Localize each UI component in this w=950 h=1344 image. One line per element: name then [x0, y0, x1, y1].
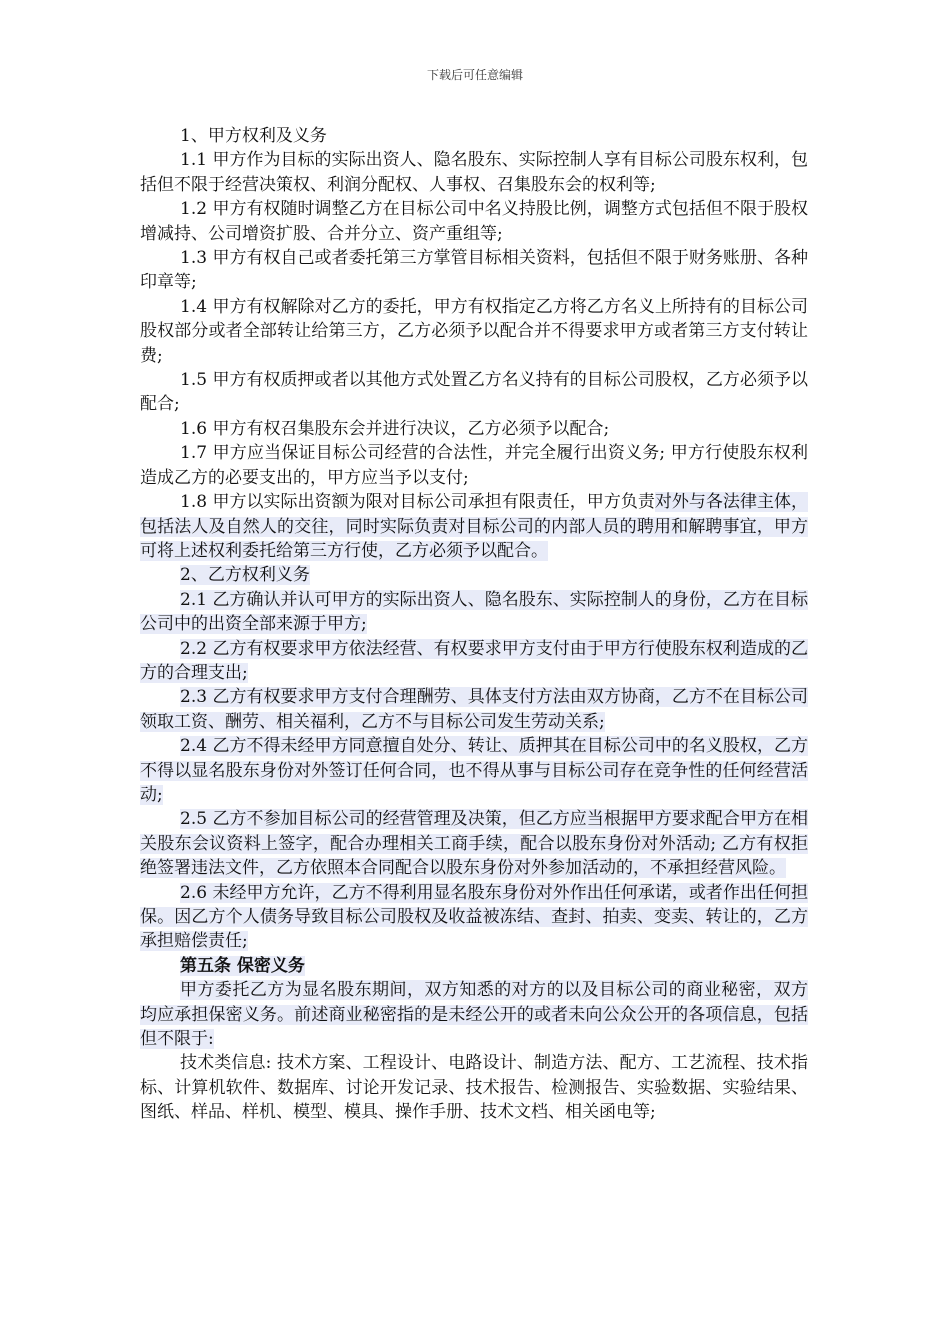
paragraph-party-a-rights-heading: 1、甲方权利及义务 [180, 126, 327, 146]
paragraph-2-2-text: 2.2 乙方有权要求甲方依法经营、有权要求甲方支付由于甲方行使股东权利造成的乙方的合理支出; [140, 638, 808, 683]
paragraph-2-3 [140, 685, 808, 734]
article-5-heading-text: 第五条 保密义务 [180, 955, 305, 976]
paragraph-2-4-text: 2.4 乙方不得未经甲方同意擅自处分、转让、质押其在目标公司中的名义股权，乙方不得以显名股东身份对外签订任何合同，也不得从事与目标公司存在竞争性的任何经营活动; [140, 736, 808, 805]
paragraph-party-b-rights-heading [140, 563, 808, 587]
paragraph-party-b-rights-heading-text: 2、乙方权利义务 [180, 565, 310, 586]
paragraph-2-5 [140, 807, 808, 880]
paragraph-2-1-text: 2.1 乙方确认并认可甲方的实际出资人、隐名股东、实际控制人的身份，乙方在目标公司中的出资全部来源于甲方; [140, 589, 808, 635]
paragraph-1-4: 1.4 甲方有权解除对乙方的委托，甲方有权指定乙方将乙方名义上所持有的目标公司股权部分或者全部转让给第三方，乙方必须予以配合并不得要求甲方或者第三方支付转让费; [140, 296, 808, 366]
article-5-intro [140, 978, 808, 1051]
paragraph-1-3: 1.3 甲方有权自己或者委托第三方掌管目标相关资料，包括但不限于财务账册、各种印章等; [140, 248, 808, 293]
article-5-heading [140, 954, 808, 978]
paragraph-2-1 [140, 588, 808, 637]
paragraph-1-6: 1.6 甲方有权召集股东会并进行决议，乙方必须予以配合; [180, 418, 610, 439]
paragraph-1-8-part-a: 1.8 甲方以实际出资额为限对目标公司承担有限责任，甲方负责 [180, 492, 655, 513]
article-5-tech-info: 技术类信息: 技术方案、工程设计、电路设计、制造方法、配方、工艺流程、技术指标、计算机软件、数据库、讨论开发记录、技术报告、检测报告、实验数据、实验结果、图纸、样品、样机、模型、模具、操作手册、技术文档、相关函电等; [140, 1053, 808, 1123]
paragraph-2-3-text: 2.3 乙方有权要求甲方支付合理酬劳、具体支付方法由双方协商，乙方不在目标公司领取工资、酬劳、相关福利，乙方不与目标公司发生劳动关系; [140, 687, 808, 732]
paragraph-2-6-text: 2.6 未经甲方允许，乙方不得利用显名股东身份对外作出任何承诺，或者作出任何担保。因乙方个人债务导致目标公司股权及收益被冻结、查封、拍卖、变卖、转让的，乙方承担赔偿责任; [140, 882, 808, 952]
paragraph-1-8-part-b: 对外与各法律主体，包括法人及自然人的交往，同时实际负责对目标公司的内部人员的聘用和解聘事宜，甲方可将上述权利委托给第三方行使，乙方必须予以配合。 [140, 492, 808, 561]
paragraph-2-4 [140, 734, 808, 807]
paragraph-1-1: 1.1 甲方作为目标的实际出资人、隐名股东、实际控制人享有目标公司股东权利，包括但不限于经营决策权、利润分配权、人事权、召集股东会的权利等; [140, 150, 808, 195]
paragraph-2-5-text: 2.5 乙方不参加目标公司的经营管理及决策，但乙方应当根据甲方要求配合甲方在相关股东会议资料上签字，配合办理相关工商手续，配合以股东身份对外活动; 乙方有权拒绝签署违法文件，乙方依照本合同配合以股东身份对外参加活动的，不承担经营风险。 [140, 809, 808, 879]
paragraph-1-5: 1.5 甲方有权质押或者以其他方式处置乙方名义持有的目标公司股权，乙方必须予以配合; [140, 370, 808, 415]
paragraph-1-8 [140, 490, 808, 563]
document-body [140, 124, 808, 1125]
paragraph-2-6 [140, 881, 808, 954]
header-note: 下载后可任意编辑 [426, 68, 523, 82]
article-5-intro-text: 甲方委托乙方为显名股东期间，双方知悉的对方的以及目标公司的商业秘密，双方均应承担保密义务。前述商业秘密指的是未经公开的或者未向公众公开的各项信息，包括但不限于: [140, 980, 808, 1050]
paragraph-1-2: 1.2 甲方有权随时调整乙方在目标公司中名义持股比例，调整方式包括但不限于股权增减持、公司增资扩股、合并分立、资产重组等; [140, 199, 808, 244]
paragraph-1-7: 1.7 甲方应当保证目标公司经营的合法性，并完全履行出资义务; 甲方行使股东权利造成乙方的必要支出的，甲方应当予以支付; [140, 443, 808, 488]
paragraph-2-2 [140, 637, 808, 686]
